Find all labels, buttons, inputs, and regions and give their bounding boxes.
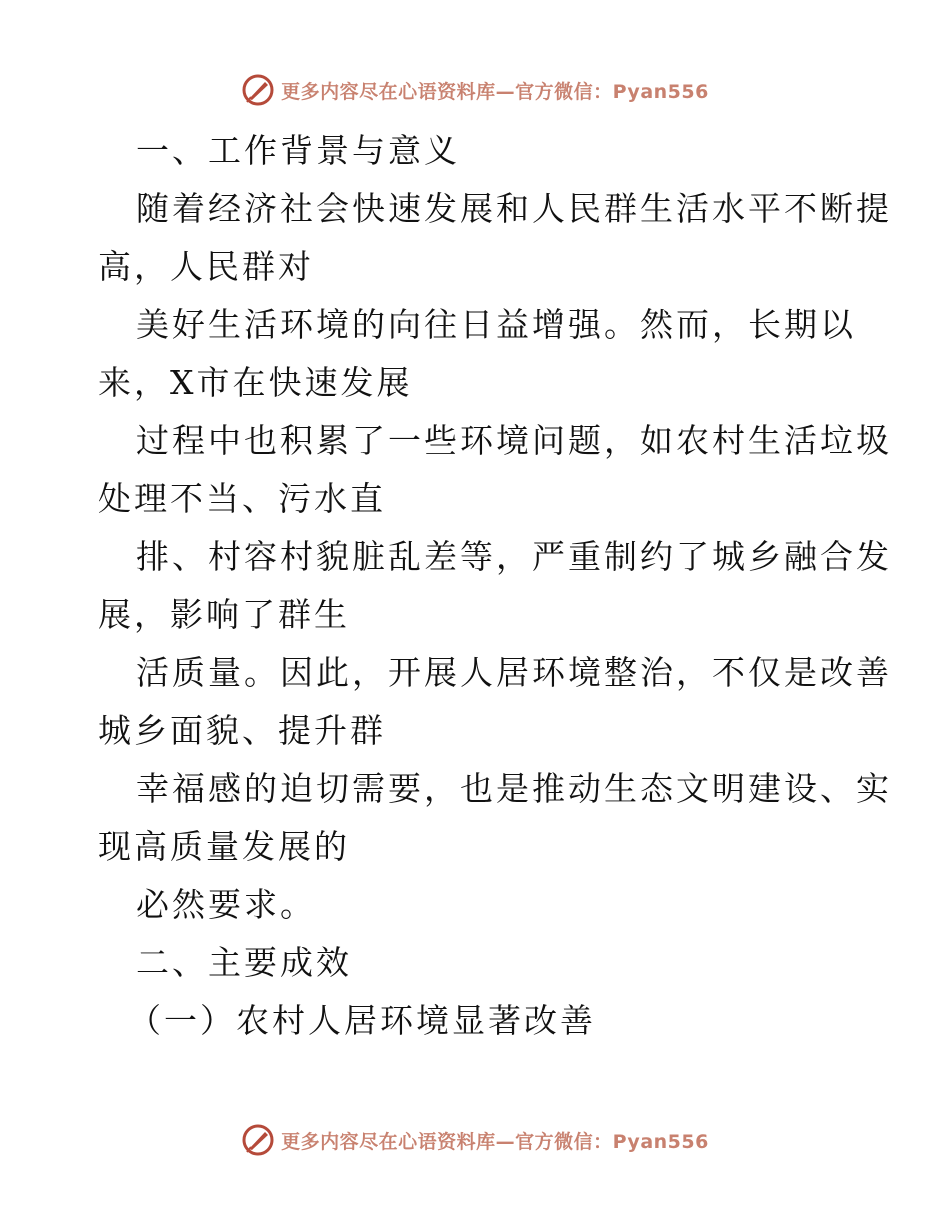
subsection-heading: （一）农村人居环境显著改善: [128, 1001, 596, 1040]
banner-text: 更多内容尽在心语资料库—官方微信：Pyan556: [281, 1130, 709, 1153]
feather-pen-logo-icon: [241, 73, 275, 107]
section-heading: 一、工作背景与意义: [136, 131, 460, 170]
paragraph-line: 现高质量发展的: [98, 827, 350, 866]
paragraph-line: 排、村容村貌脏乱差等，严重制约了城乡融合发: [136, 537, 892, 576]
paragraph-line: 活质量。因此，开展人居环境整治，不仅是改善: [136, 653, 892, 692]
paragraph-line: 展，影响了群生: [98, 595, 350, 634]
paragraph-line: 城乡面貌、提升群: [98, 711, 386, 750]
paragraph-line: 随着经济社会快速发展和人民群生活水平不断提: [136, 189, 892, 228]
header-banner: [0, 70, 950, 110]
paragraph-line: 高，人民群对: [98, 247, 314, 286]
feather-pen-logo-icon: [241, 1123, 275, 1157]
paragraph-line: 来，X市在快速发展: [98, 363, 413, 402]
paragraph-line: 幸福感的迫切需要，也是推动生态文明建设、实: [136, 769, 892, 808]
paragraph-line: 必然要求。: [136, 885, 316, 924]
section-heading: 二、主要成效: [136, 943, 352, 982]
document-body: [98, 122, 892, 1050]
footer-banner: [0, 1120, 950, 1160]
paragraph-line: 处理不当、污水直: [98, 479, 386, 518]
paragraph-line: 过程中也积累了一些环境问题，如农村生活垃圾: [136, 421, 892, 460]
banner-text: 更多内容尽在心语资料库—官方微信：Pyan556: [281, 80, 709, 103]
paragraph-line: 美好生活环境的向往日益增强。然而，长期以: [136, 305, 856, 344]
